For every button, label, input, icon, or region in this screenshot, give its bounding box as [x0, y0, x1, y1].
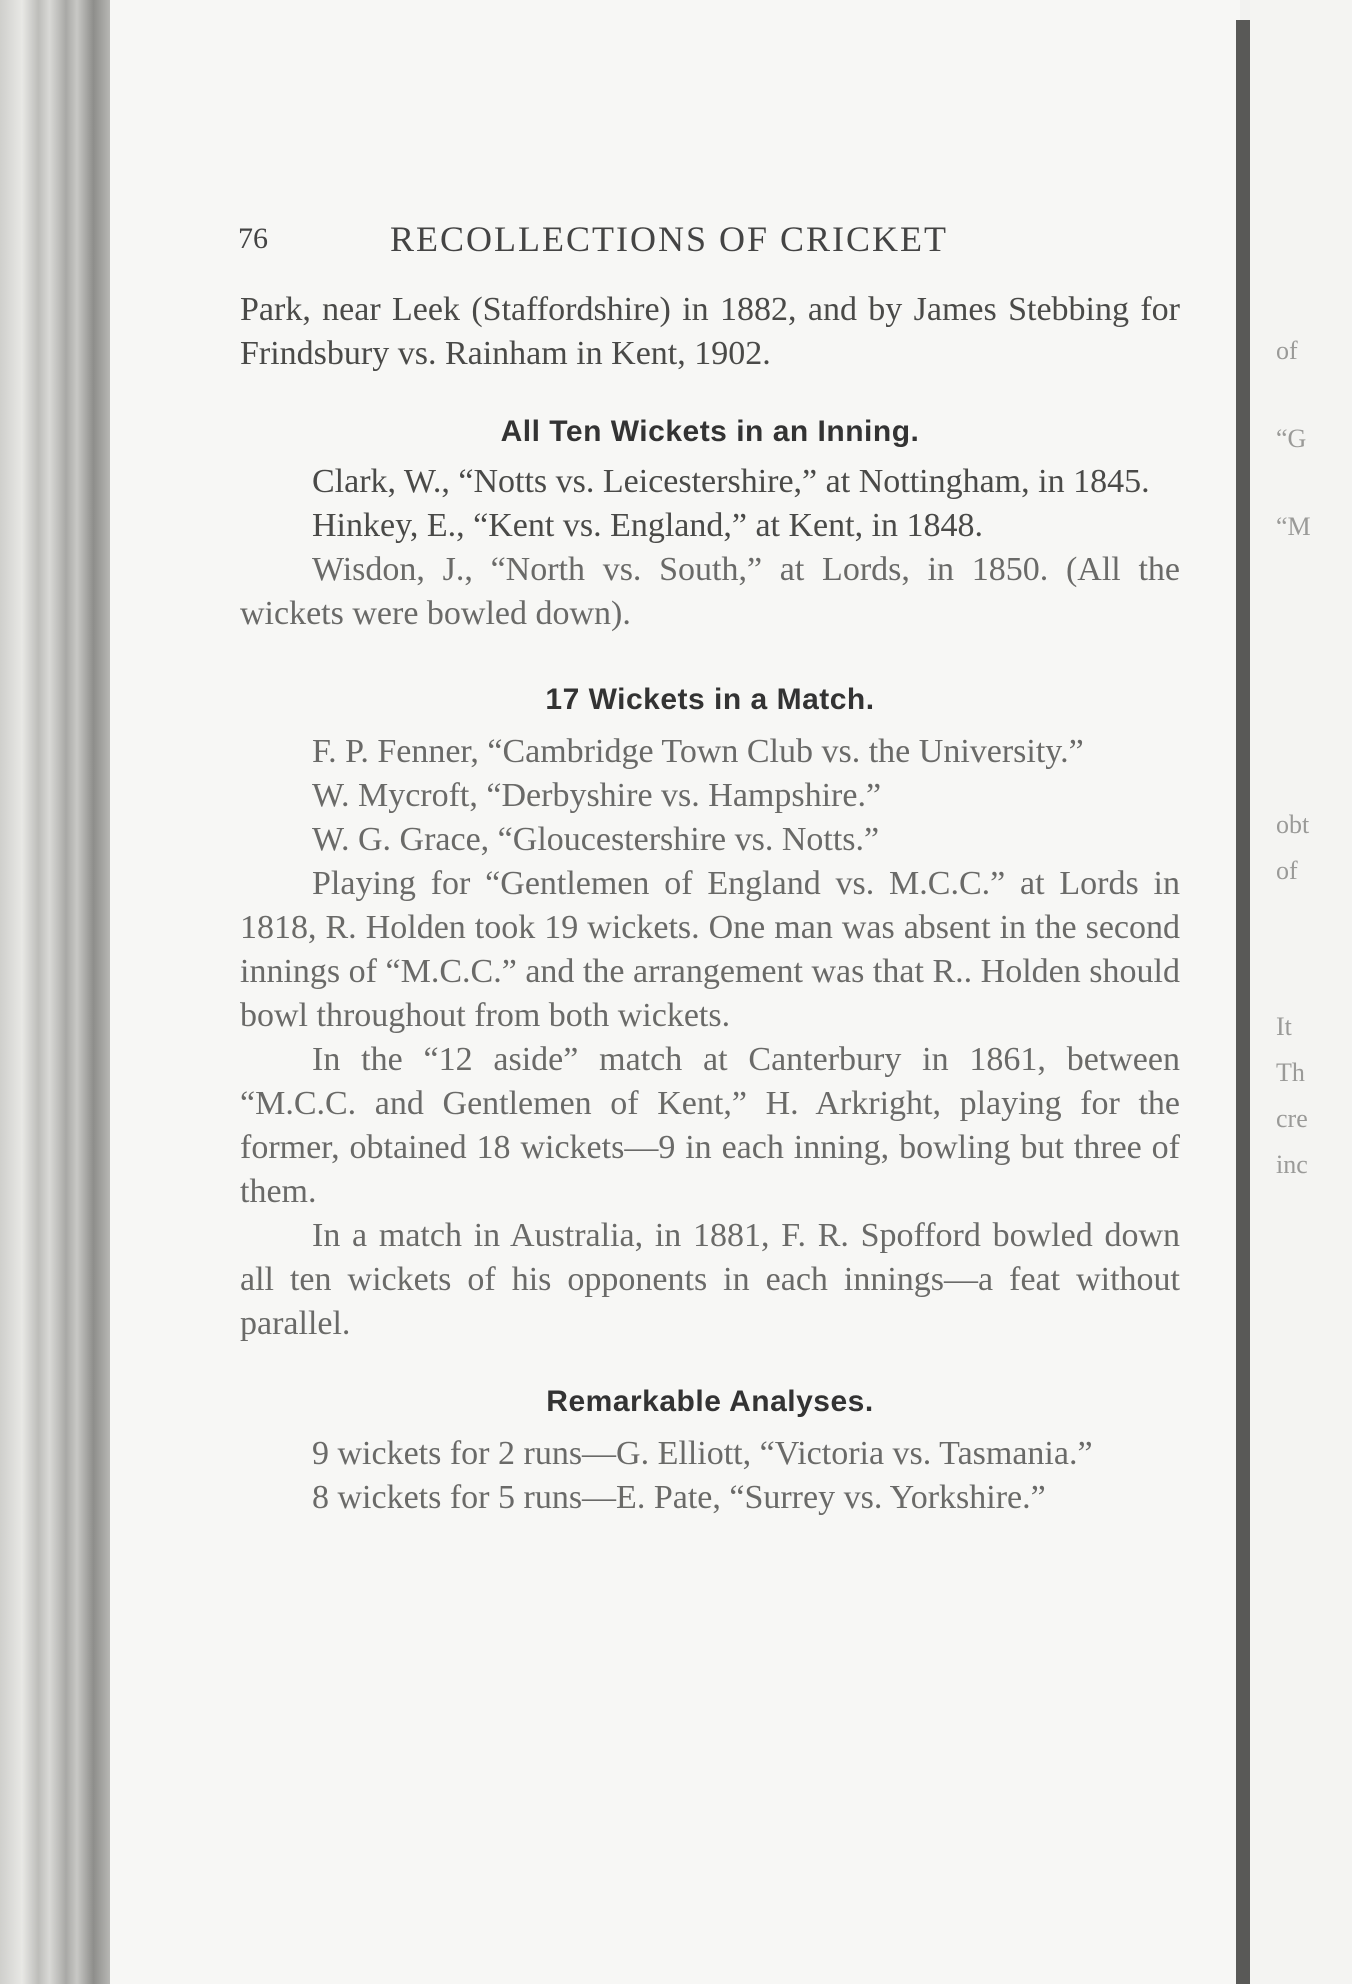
next-page-fragment: Th	[1276, 1058, 1305, 1087]
paragraph: Wisdon, J., “North vs. South,” at Lords, in 1850. (All the wickets were bowled down).	[240, 551, 1180, 632]
next-page-fragment: obt	[1276, 810, 1310, 839]
next-page-fragment: It	[1276, 1012, 1292, 1041]
next-page-fragment: of	[1276, 336, 1298, 365]
paragraph: Playing for “Gentlemen of England vs. M.C.C.” at Lords in 1818, R. Holden took 19 wickets. One man was absent in the second innings of “M.C.C.” and the arrangement was that R.. Holden should bowl throughout from both wickets.	[240, 865, 1180, 1034]
page-number: 76	[238, 222, 268, 255]
next-page-fragment: cre	[1276, 1104, 1308, 1133]
section-heading: 17 Wickets in a Match.	[545, 683, 875, 716]
paragraph: In a match in Australia, in 1881, F. R. Spofford bowled down all ten wickets of his opponents in each innings—a feat without parallel.	[240, 1217, 1180, 1342]
page-gutter	[1236, 20, 1250, 1984]
paragraph: 9 wickets for 2 runs—G. Elliott, “Victoria vs. Tasmania.”	[312, 1435, 1093, 1472]
next-page-fragment: “M	[1276, 512, 1311, 541]
paragraph: W. Mycroft, “Derbyshire vs. Hampshire.”	[312, 777, 882, 814]
next-page-fragment: of	[1276, 856, 1298, 885]
paragraph: Hinkey, E., “Kent vs. England,” at Kent, in 1848.	[312, 507, 984, 544]
paragraph: 8 wickets for 5 runs—E. Pate, “Surrey vs. Yorkshire.”	[312, 1479, 1046, 1516]
paragraph: W. G. Grace, “Gloucestershire vs. Notts.”	[312, 821, 880, 858]
paragraph: F. P. Fenner, “Cambridge Town Club vs. the University.”	[312, 733, 1084, 770]
paragraph: Clark, W., “Notts vs. Leicestershire,” at Nottingham, in 1845.	[312, 463, 1150, 500]
page-body	[240, 288, 1180, 1520]
next-page-fragment: “G	[1276, 424, 1307, 453]
intro-paragraph: Park, near Leek (Staffordshire) in 1882, and by James Stebbing for Frindsbury vs. Rainham in Kent, 1902.	[240, 291, 1180, 372]
book-spine	[0, 0, 110, 1984]
paragraph: In the “12 aside” match at Canterbury in 1861, between “M.C.C. and Gentlemen of Kent,” H. Arkright, playing for the former, obtained 18 wickets—9 in each inning, bowling but three of them.	[240, 1041, 1180, 1210]
next-page-edge	[1250, 0, 1352, 1984]
running-title: RECOLLECTIONS OF CRICKET	[390, 219, 949, 259]
section-heading: Remarkable Analyses.	[546, 1385, 874, 1418]
section-heading: All Ten Wickets in an Inning.	[500, 415, 920, 448]
page-header	[238, 218, 1038, 262]
next-page-fragment: inc	[1276, 1150, 1308, 1179]
